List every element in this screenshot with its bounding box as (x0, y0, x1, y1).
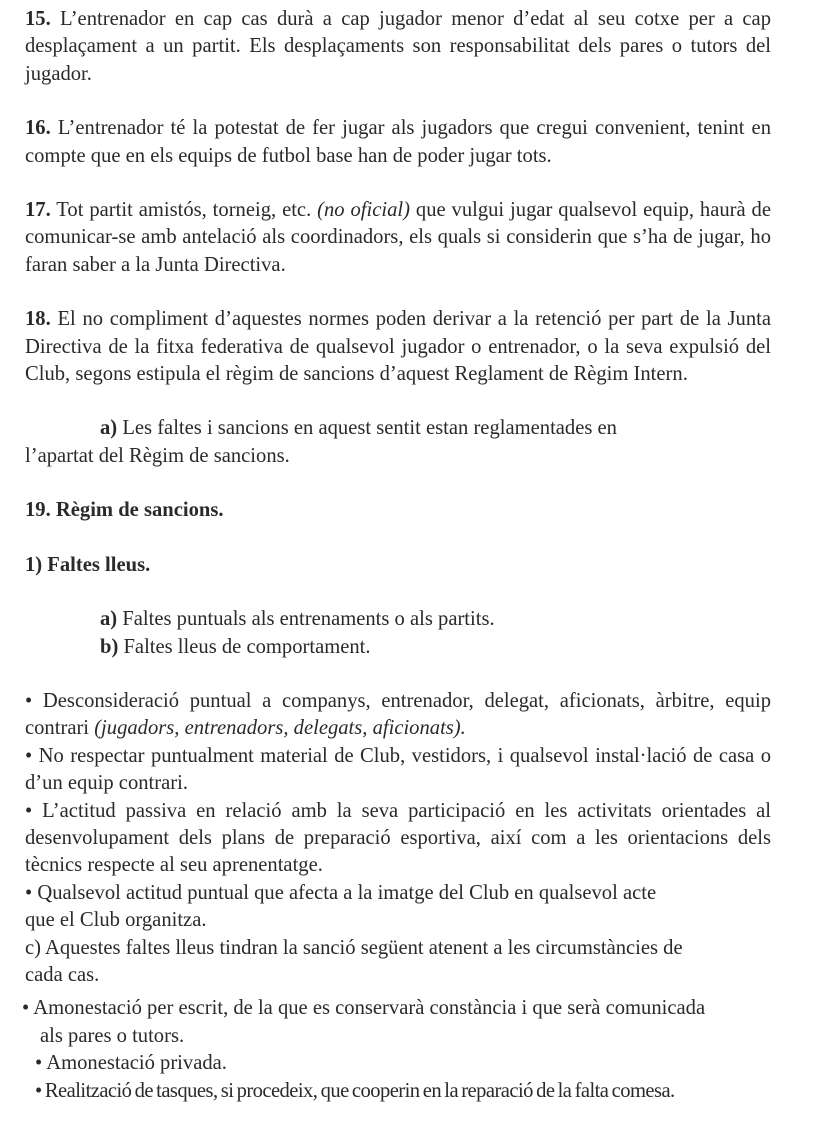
bullet-text: • Desconsideració puntual a companys, entrenador, delegat, aficionats, àrbitre, equip contrari (25, 689, 771, 740)
paragraph-italic-note: (no oficial) (317, 199, 410, 222)
sanction-text-line2: als pares o tutors. (40, 1024, 185, 1047)
paragraph-number: 15. (25, 8, 51, 30)
bullet-text: • L’actitud passiva en relació amb la seva participació en les activitats orientades al desenvolupament dels plans de preparació esportiva, així com a les orientacions dels tècnics respecte al seu aprenentatge. (25, 799, 771, 877)
list-item (25, 634, 771, 661)
paragraph-number: 18. (25, 308, 51, 331)
bullet-item-imatge-club (25, 880, 771, 935)
item-label: b) (100, 635, 119, 658)
paragraph-text-continued: que vulgui jugar qualsevol equip, haurà de comunicar-se amb antelació als coordinadors, els quals si considerin que s’ha de jugar, ho faran saber a la Junta Directiva. (25, 199, 771, 276)
paragraph-number: 16. (25, 117, 51, 140)
paragraph-text: El no compliment d’aquestes normes poden derivar a la retenció per part de la Junta Directiva de la fitxa federativa de qualsevol jugador o entrenador, o la seva expulsió del Club, segons estipula el règim de sancions d’aquest Reglament de Règim Intern. (25, 308, 771, 386)
sub-text-line2: l’apartat del Règim de sancions. (25, 444, 290, 467)
sanction-intro-line1: c) Aquestes faltes lleus tindran la sanció següent atenent a les circumstàncies de (25, 936, 683, 959)
item-text: Faltes puntuals als entrenaments o als partits. (122, 608, 495, 631)
paragraph-text: Tot partit amistós, torneig, etc. (56, 199, 312, 222)
paragraph-text: L’entrenador té la potestat de fer jugar als jugadors que cregui convenient, tenint en compte que en els equips de futbol base han de poder jugar tots. (25, 117, 771, 167)
document-page (22, 6, 771, 1105)
list-item (25, 606, 771, 633)
section-heading-19: 19. Règim de sancions. (25, 499, 224, 522)
sanction-text: • Amonestació privada. (35, 1052, 227, 1075)
sanction-text: • Realització de tasques, si procedeix, que cooperin en la reparació de la falta comesa. (35, 1079, 675, 1102)
item-label: a) (100, 608, 118, 631)
sanction-intro (25, 935, 771, 990)
sub-text-line1: Les faltes i sancions en aquest sentit estan reglamentades en (122, 417, 617, 440)
sanction-intro-line2: cada cas. (25, 963, 100, 986)
bullet-text: • No respectar puntualment material de Club, vestidors, i qualsevol instal·lació de casa o d’un equip contrari. (25, 744, 771, 795)
subsection-heading-faltes-lleus: 1) Faltes lleus. (25, 553, 151, 576)
sanction-item-amonestacio-escrit (22, 995, 771, 1050)
bullet-text-line2: que el Club organitza. (25, 909, 207, 932)
bullet-item-actitud-passiva (25, 798, 771, 880)
item-text: Faltes lleus de comportament. (123, 635, 371, 658)
bullet-text-line1: • Qualsevol actitud puntual que afecta a la imatge del Club en qualsevol acte (25, 881, 657, 904)
sanction-item-realitzacio-tasques (25, 1078, 771, 1105)
sanction-item-amonestacio-privada (25, 1050, 771, 1077)
sanction-text-line1: • Amonestació per escrit, de la que es conservarà constància i que serà comunicada (22, 997, 706, 1020)
paragraph-18a (25, 415, 771, 470)
paragraph-16 (25, 115, 771, 170)
paragraph-15 (25, 6, 771, 88)
paragraph-text: L’entrenador en cap cas durà a cap jugador menor d’edat al seu cotxe per a cap desplaçament a un partit. Els desplaçaments son responsabilitat dels pares o tutors del jugador. (25, 8, 771, 85)
sub-label: a) (100, 417, 118, 440)
paragraph-18 (25, 306, 771, 388)
bullet-item-material (25, 743, 771, 798)
bullet-item-desconsideracio (25, 688, 771, 743)
bullet-italic: (jugadors, entrenadors, delegats, aficionats). (94, 717, 466, 740)
paragraph-17 (25, 197, 771, 279)
paragraph-number: 17. (25, 199, 51, 222)
